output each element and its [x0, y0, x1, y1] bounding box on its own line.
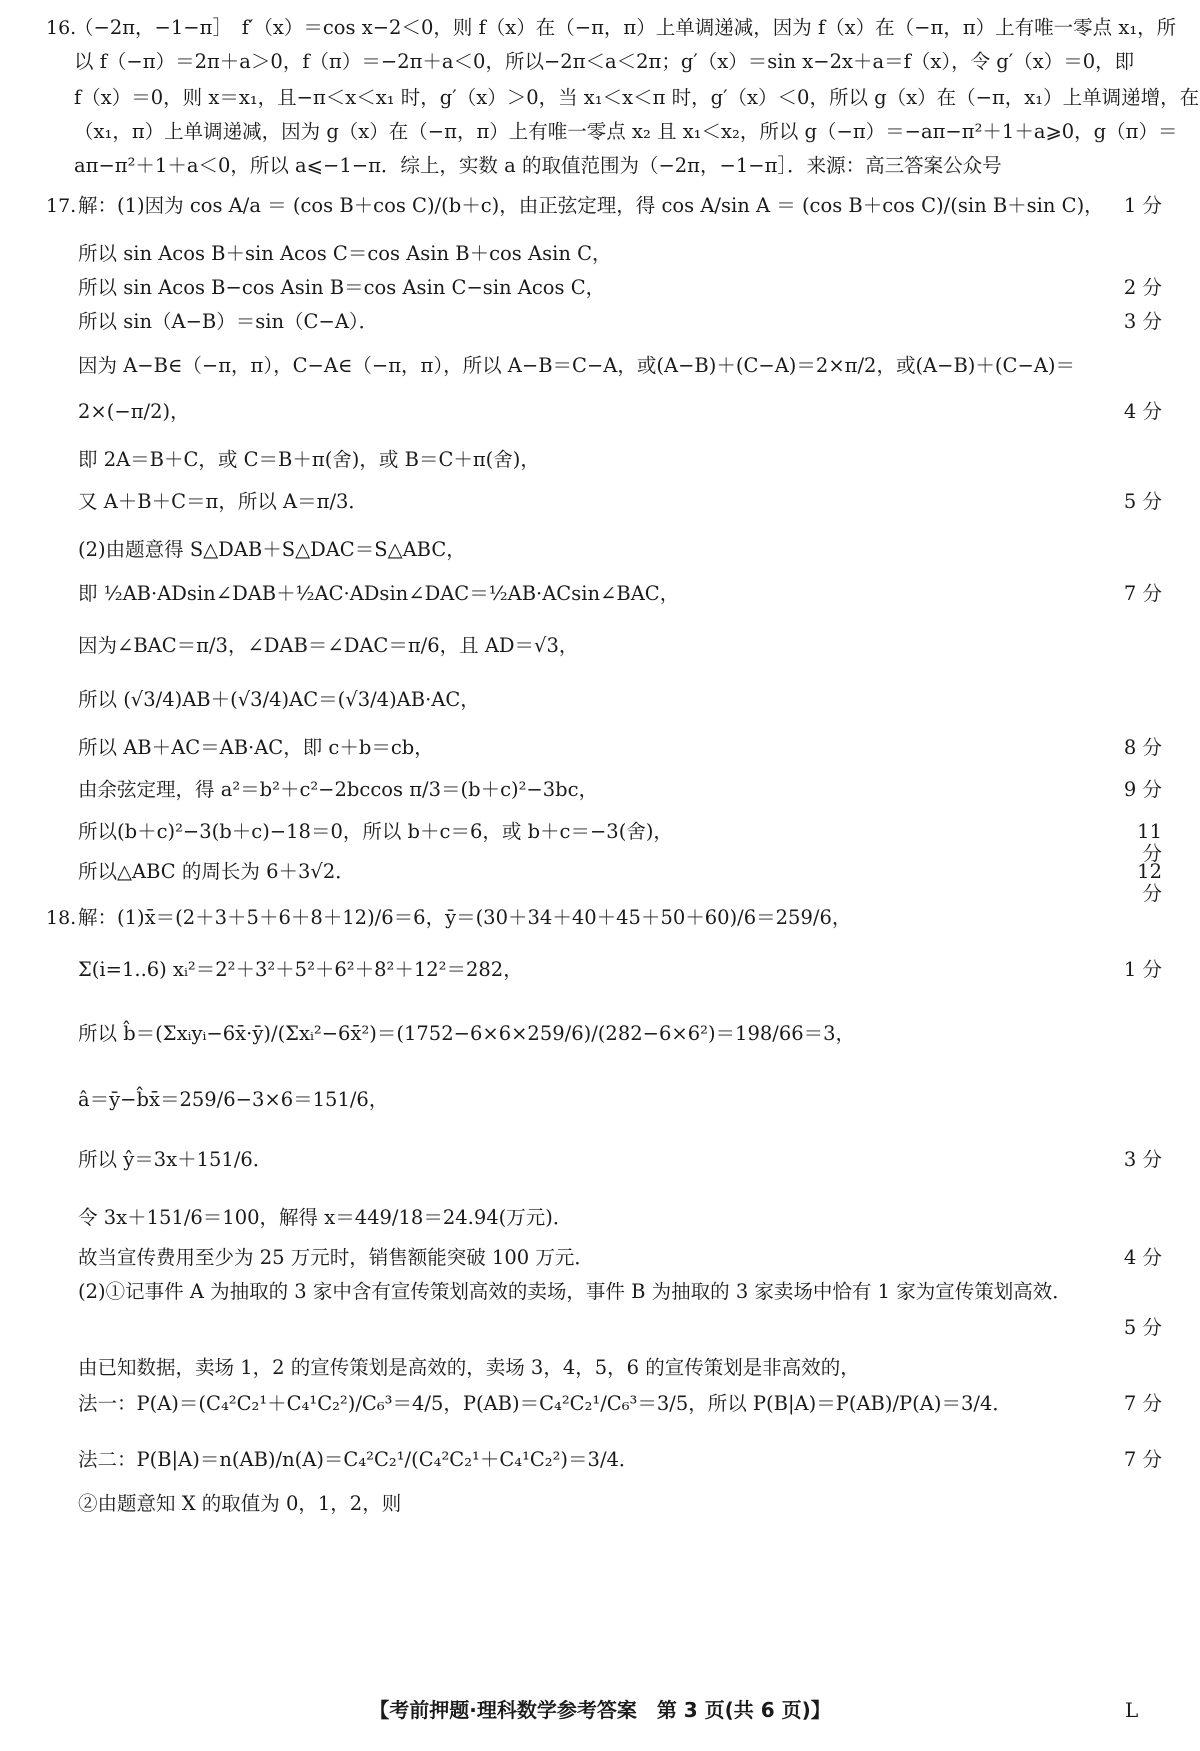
- solution-text: ②由题意知 X 的取值为 0，1，2，则: [78, 1492, 402, 1515]
- solution-text: aπ−π²＋1＋a＜0，所以 a⩽−1−π．综上，实数 a 的取值范围为（−2π，−1−π］．来源：高三答案公众号: [74, 154, 1002, 177]
- solution-line: [0, 530, 1200, 570]
- solution-text: 由已知数据，卖场 1，2 的宣传策划是高效的，卖场 3，4，5，6 的宣传策划是非高效的，: [78, 1356, 860, 1379]
- solution-text: (2)由题意得 S△DAB＋S△DAC＝S△ABC，: [78, 538, 466, 561]
- solution-text: 即 ½AB·ADsin∠DAB＋½AC·ADsin∠DAC＝½AB·ACsin∠BAC，: [78, 582, 680, 605]
- solution-text: 由余弦定理，得 a²＝b²＋c²−2bccos π/3＝(b＋c)²−3bc，: [78, 778, 599, 801]
- score-points: 11 分: [1137, 820, 1162, 865]
- solution-text: （−2π，−1−π］ f′（x）＝cos x−2＜0，则 f（x）在（−π，π）上单调递减，因为 f（x）在（−π，π）上有唯一零点 x₁，所: [74, 16, 1177, 39]
- solution-text: 所以△ABC 的周长为 6＋3√2．: [78, 860, 355, 883]
- solution-line: [0, 482, 1200, 522]
- solution-text: 以 f（−π）＝2π＋a＞0，f（π）＝−2π＋a＜0，所以−2π＜a＜2π；g′（x）＝sin x−2x＋a＝f（x），令 g′（x）＝0，即: [74, 50, 1135, 73]
- problem-number: 18.: [46, 907, 77, 929]
- solution-line: [0, 770, 1200, 810]
- score-points: 3 分: [1123, 1148, 1162, 1171]
- solution-text: 所以 sin（A−B）＝sin（C−A）．: [78, 310, 379, 333]
- solution-line: [0, 346, 1200, 386]
- score-points: 4 分: [1123, 400, 1162, 423]
- solution-text: 所以 AB＋AC＝AB·AC，即 c＋b＝cb，: [78, 736, 434, 759]
- page-footer: 【考前押题·理科数学参考答案 第 3 页(共 6 页)】: [369, 1698, 831, 1722]
- solution-text: 2×(−π/2)，: [78, 400, 190, 423]
- solution-text: 所以 sin Acos B＋sin Acos C＝cos Asin B＋cos Asin C，: [78, 242, 612, 265]
- solution-line: [0, 1198, 1200, 1238]
- solution-text: â＝ȳ−b̂x̄＝259/6−3×6＝151/6，: [78, 1088, 389, 1111]
- solution-line: [0, 392, 1200, 432]
- solution-line: [0, 302, 1200, 342]
- solution-line: [0, 1272, 1200, 1312]
- solution-line: [0, 1080, 1200, 1120]
- score-points: 3 分: [1123, 310, 1162, 333]
- solution-text: 因为 A−B∈（−π，π），C−A∈（−π，π），所以 A−B＝C−A，或(A−B)＋(C−A)＝2×π/2，或(A−B)＋(C−A)＝: [78, 354, 1075, 377]
- solution-text: (2)①记事件 A 为抽取的 3 家中含有宣传策划高效的卖场，事件 B 为抽取的 3 家卖场中恰有 1 家为宣传策划高效．: [78, 1280, 1072, 1303]
- score-points: 9 分: [1123, 778, 1162, 801]
- solution-line: [0, 1348, 1200, 1388]
- solution-line: [0, 898, 1200, 938]
- solution-line: [0, 1484, 1200, 1524]
- solution-line: [0, 812, 1200, 865]
- score-points: 12 分: [1137, 860, 1162, 905]
- score-points: 7 分: [1123, 1448, 1162, 1471]
- solution-line: [0, 1440, 1200, 1480]
- score-points: 8 分: [1123, 736, 1162, 759]
- solution-text: 令 3x＋151/6＝100，解得 x＝449/18＝24.94̇(万元)．: [78, 1206, 573, 1229]
- solution-text: 所以 b̂＝(Σxᵢyᵢ−6x̄·ȳ)/(Σxᵢ²−6x̄²)＝(1752−6×6×259/6)/(282−6×6²)＝198/66＝3，: [78, 1022, 856, 1045]
- problem-number: 16.: [46, 17, 77, 39]
- solution-line: [0, 1014, 1200, 1054]
- solution-line: [0, 440, 1200, 480]
- solution-text: 又 A＋B＋C＝π，所以 A＝π/3．: [78, 490, 368, 513]
- solution-text: 所以(b＋c)²−3(b＋c)−18＝0，所以 b＋c＝6，或 b＋c＝−3(舍)，: [78, 820, 673, 843]
- solution-line: [0, 1384, 1200, 1424]
- solution-line: [0, 574, 1200, 614]
- solution-line: [0, 852, 1200, 905]
- footer-mark: L: [1125, 1698, 1139, 1722]
- solution-line: [0, 146, 1200, 186]
- solution-text: （x₁，π）上单调递减，因为 g（x）在（−π，π）上有唯一零点 x₂ 且 x₁＜x₂，所以 g（−π）＝−aπ−π²＋1＋a⩾0，g（π）＝: [74, 120, 1178, 143]
- solution-line: [0, 626, 1200, 666]
- solution-text: 即 2A＝B＋C，或 C＝B＋π(舍)，或 B＝C＋π(舍)，: [78, 448, 540, 471]
- solution-text: 因为∠BAC＝π/3，∠DAB＝∠DAC＝π/6，且 AD＝√3，: [78, 634, 579, 657]
- score-points: 2 分: [1123, 276, 1162, 299]
- solution-text: 解：(1)因为 cos A/a ＝ (cos B＋cos C)/(b＋c)，由正弦定理，得 cos A/sin A ＝ (cos B＋cos C)/(sin B＋sin C)，: [78, 194, 1104, 217]
- solution-line: [0, 728, 1200, 768]
- solution-text: 所以 sin Acos B−cos Asin B＝cos Asin C−sin Acos C，: [78, 276, 606, 299]
- score-points: 5 分: [1123, 1316, 1162, 1339]
- solution-text: Σ(i=1..6) xᵢ²＝2²＋3²＋5²＋6²＋8²＋12²＝282，: [78, 958, 523, 981]
- solution-text: 解：(1)x̄＝(2＋3＋5＋6＋8＋12)/6＝6，ȳ＝(30＋34＋40＋45＋50＋60)/6＝259/6，: [78, 906, 852, 929]
- score-points: 4 分: [1123, 1246, 1162, 1269]
- solution-text: 故当宣传费用至少为 25 万元时，销售额能突破 100 万元．: [78, 1246, 594, 1269]
- score-points: 5 分: [1123, 490, 1162, 513]
- solution-text: 所以 (√3/4)AB＋(√3/4)AC＝(√3/4)AB·AC，: [78, 688, 480, 711]
- solution-line: [0, 1140, 1200, 1180]
- solution-line: [0, 1308, 1200, 1348]
- solution-line: [0, 42, 1200, 82]
- problem-number: 17.: [46, 195, 77, 217]
- solution-text: f（x）＝0，则 x＝x₁，且−π＜x＜x₁ 时，g′（x）＞0，当 x₁＜x＜π 时，g′（x）＜0，所以 g（x）在（−π，x₁）上单调递增，在: [74, 86, 1200, 109]
- score-points: 7 分: [1123, 1392, 1162, 1415]
- score-points: 1 分: [1123, 194, 1162, 217]
- solution-line: [0, 186, 1200, 226]
- score-points: 7 分: [1123, 582, 1162, 605]
- solution-line: [0, 950, 1200, 990]
- solution-text: 法一：P(A)＝(C₄²C₂¹＋C₄¹C₂²)/C₆³＝4/5，P(AB)＝C₄²C₂¹/C₆³＝3/5，所以 P(B|A)＝P(AB)/P(A)＝3/4．: [78, 1392, 1012, 1415]
- solution-line: [0, 680, 1200, 720]
- solution-text: 法二：P(B|A)＝n(AB)/n(A)＝C₄²C₂¹/(C₄²C₂¹＋C₄¹C₂²)＝3/4．: [78, 1448, 639, 1471]
- score-points: 1 分: [1123, 958, 1162, 981]
- solution-text: 所以 ŷ＝3x＋151/6．: [78, 1148, 273, 1171]
